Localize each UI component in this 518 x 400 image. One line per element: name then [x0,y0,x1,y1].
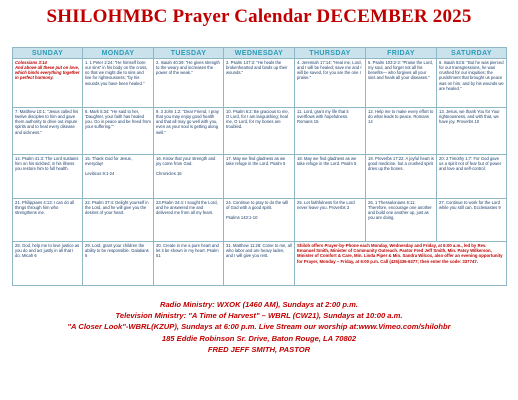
day-cell [13,199,83,242]
day-cell [366,199,437,242]
day-prayer-text: 15. Thank God for Jesus, everyday! Leviticus 9:1-24 [85,156,132,177]
prayer-calendar-grid [12,47,507,286]
pastor-name: FRED JEFF SMITH, PASTOR [207,344,311,354]
day-prayer-text: 31. Matthew 11:28: Come to me, all who labor and are heavy laden, and I will give you rest. [226,243,292,259]
day-prayer-text: 22. Psalm 37:4: Delight yourself in the Lord, and he will give you the desires of your heart. [85,200,149,216]
calendar-title: SHILOHMBC Prayer Calendar DECEMBER 2025 [46,6,472,27]
day-cell [366,108,437,155]
day-prayer-text: 6. Isaiah 53:5: "But he was pierced for our transgressions, he was crushed for our iniquities; the punishment that brought us peace was on him, and by his wounds we are healed." [439,60,504,91]
day-cell [83,108,154,155]
radio-ministry-line: Radio Ministry: WXOK (1460 AM), Sundays at 2:00 p.m. [159,300,359,309]
church-address: 185 Eddie Robinson Sr. Drive, Baton Rouge, LA 70802 [161,333,357,343]
day-prayer-text: 11. Lord, grant my life that it overflows with hopefulness. Romans 15 [297,109,349,125]
week-row [13,108,507,155]
day-prayer-text: 7. Matthew 10:1: "Jesus called his twelve disciples to him and gave them authority to drive out impure spirits and to heal every disease and sickness." [15,109,79,135]
week-row [13,155,507,199]
day-prayer-text: 4. Jeremiah 17:14: "Heal me, Lord, and I will be healed; save me and I will be saved, for you are the one I praise." [297,60,362,81]
weekday-header-row [13,48,507,59]
day-prayer-text: 27. Continue to work for the Lord while you still can. Ecclesiastes 9 [439,200,501,211]
day-cell [295,108,366,155]
day-cell [366,155,437,199]
day-prayer-text: 1. 1 Peter 2:24: "He himself bore our sins" in his body on the cross, so that we might die to sins and live for righteousness; "by his wounds you have been healed." [85,60,148,86]
day-cell [154,155,224,199]
day-cell [13,108,83,155]
weekday-header: SUNDAY [13,48,83,59]
weekday-header: FRIDAY [366,48,437,59]
prayer-by-phone-announcement: Shiloh offers Prayer-by-Phone each Monday, Wednesday and Friday, at 6:00 a.m., led by Rev. Emanuel Smith, Minister of Community Outreach. Pastor Fred Jeff Smith, Min. Patsy Wilkerson, Minister of Comfort & Care, Min. Linda Piper & Min. Sandra Wilcox, also offer an evening opportunity for Prayer, Monday – Friday, at 6:00 p.m. Call (425)436-6377; then enter the code: 337747. [297,243,503,264]
day-prayer-text: 13. Jesus, we thank You for Your righteousness, and with that, we have joy. Proverbs 10 [439,109,500,125]
television-ministry-line: Television Ministry: "A Time of Harvest" – WBRL (CW21), Sundays at 10:00 a.m. [115,311,403,321]
day-prayer-text: 21. Philippians 4:13: I can do all things through him who strengthens me. [15,200,75,216]
day-cell [154,108,224,155]
day-prayer-text: 3. Psalm 147:3: "He heals the brokenhearted and binds up their wounds." [226,60,288,76]
day-prayer-text: 2. Isaiah 40:29: "He gives strength to the weary and increases the power of the weak." [156,60,220,76]
day-prayer-text: 29. Lord, grant your children the ability to be responsible. Galatians 6 [85,243,149,259]
day-cell [154,199,224,242]
day-prayer-text: 9. 3 John 1:2: "Dear Friend, I pray that you may enjoy good health and that all may go well with you, even as your soul is getting along well." [156,109,219,135]
weekday-header: MONDAY [83,48,154,59]
day-prayer-text: 10. Psalm 6:2: Be gracious to me, O Lord, for I am languishing; heal me, O Lord, for my bones are troubled. [226,109,289,130]
day-cell [295,155,366,199]
day-cell [224,199,295,242]
day-cell [154,242,224,286]
weekday-header: SATURDAY [437,48,507,59]
day-prayer-text: 16. Know that your strength and joy come from God. Chronicles 16 [156,156,216,177]
day-cell [224,155,295,199]
day-cell [83,155,154,199]
opening-verse: Colossians 3:14 And above all these put on love, which binds everything together in perfect harmony. [15,60,80,81]
announcement-cell [295,242,507,286]
week-row [13,242,507,286]
day-prayer-text: 12. Help me to make every effort to do what leads to peace. Romans 14 [368,109,434,125]
day-prayer-text: 18. May we find gladness as we take refuge in the Lord. Psalm 5 [297,156,357,167]
day-prayer-text: 17. May we find gladness as we take refuge in the Lord. Psalm 5 [226,156,286,167]
day-cell [295,199,366,242]
day-cell [295,59,366,108]
day-cell [224,108,295,155]
day-cell [83,242,154,286]
day-prayer-text: 28. God, help me to love justice as you do and act justly in all that I do. Micah 6 [15,243,80,259]
day-prayer-text: 8. Mark 5:34: "He said to her, 'Daughter, your faith has healed you. Go in peace and be freed from your suffering.'" [85,109,151,130]
day-cell [154,59,224,108]
day-prayer-text: 19. Proverbs 17:22: A joyful heart is good medicine, but a crushed spirit dries up the bones. [368,156,434,172]
day-cell [83,59,154,108]
day-prayer-text: 14. Psalm 41:3: The Lord sustains him on his sickbed; in his illness you restore him to full health. [15,156,79,172]
day-cell [437,59,507,108]
day-cell [83,199,154,242]
day-cell [437,155,507,199]
day-prayer-text: 5. Psalm 103:2-3: "Praise the Lord, my soul, and forget not all his benefits— who forgives all your sins and heals all your diseases." [368,60,434,81]
day-cell [224,242,295,286]
day-cell [224,59,295,108]
weekday-header: TUESDAY [154,48,224,59]
week-row [13,59,507,108]
day-prayer-text: 30. Create in me a pure heart and let it be shown in my heart. Psalm 51 [156,243,219,259]
day-cell [437,108,507,155]
day-prayer-text: 26. 1 Thessalonians 5:11: Therefore, encourage one another and build one another up, just as you are doing. [368,200,432,221]
week-row [13,199,507,242]
weekday-header: WEDNESDAY [224,48,295,59]
weekday-header: THURSDAY [295,48,366,59]
day-cell [437,199,507,242]
day-cell [366,59,437,108]
day-prayer-text: 24. Continue to pray to do the will of God with a good spirit. Psalms 143:1-10 [226,200,289,221]
day-cell [13,59,83,108]
ministry-footer [0,299,518,355]
day-prayer-text: 23.Psalm 34:4: I sought the Lord, and he answered me and delivered me from all my fears. [156,200,218,216]
day-prayer-text: 25. Let faithfulness for the Lord never leave you. Proverbs 3 [297,200,355,211]
day-cell [13,242,83,286]
livestream-line: "A Closer Look"-WBRL(KZUP), Sundays at 6:00 p.m. Live Stream our worship at:www.Vimeo.com/shilohbr [67,322,451,332]
day-cell [13,155,83,199]
day-prayer-text: 20. 2 Timothy 1:7: For God gave us a spirit not of fear but of power and love and self-control. [439,156,502,172]
